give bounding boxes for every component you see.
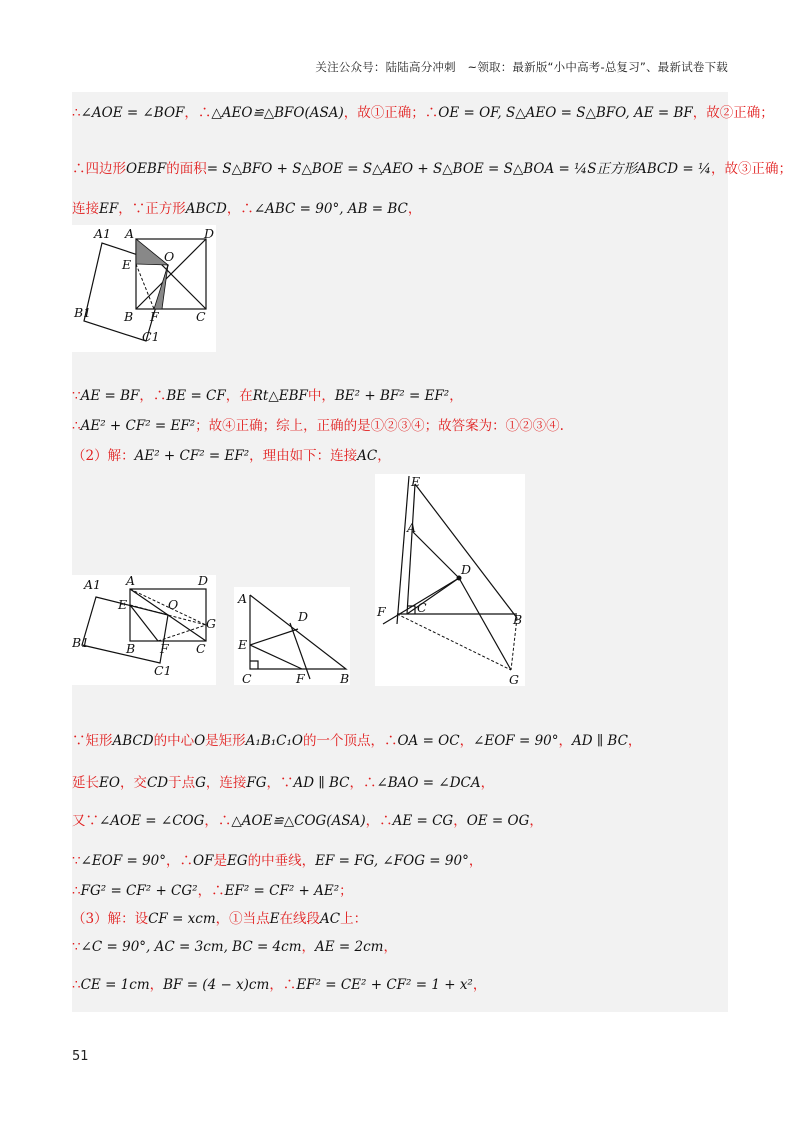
svg-text:F: F — [160, 641, 169, 656]
svg-text:C: C — [417, 600, 427, 615]
svg-text:F: F — [377, 604, 386, 619]
svg-text:A1: A1 — [94, 226, 111, 241]
svg-text:D: D — [298, 609, 309, 624]
solution-line-1: ∴∠AOE = ∠BOF，∴△AEO≌△BFO(ASA)，故①正确；∴OE = OF, S△AEO = S△BFO, AE = BF，故②正确； — [72, 105, 774, 121]
svg-text:F: F — [150, 309, 159, 324]
svg-text:O: O — [164, 249, 175, 264]
svg-text:B: B — [124, 309, 134, 324]
svg-text:A1: A1 — [84, 577, 101, 592]
svg-text:B1: B1 — [74, 305, 92, 320]
svg-text:B1: B1 — [72, 635, 90, 650]
figure-right-triangle — [234, 587, 350, 685]
page-number: 51 — [72, 1049, 89, 1064]
svg-text:O: O — [168, 597, 179, 612]
svg-text:G: G — [206, 616, 216, 631]
solution-line-2: ∴四边形OEBF的面积= S△BFO + S△BOE = S△AEO + S△BOE = S△BOA = ¼S正方形ABCD = ¼，故③正确； — [72, 161, 793, 177]
svg-text:E: E — [238, 637, 248, 652]
svg-text:E: E — [118, 597, 128, 612]
solution-line-14: ∴CE = 1cm，BF = (4 − x)cm，∴EF² = CE² + CF² = 1 + x²， — [72, 977, 487, 993]
page-header: 关注公众号：陆陆高分冲刺 ~领取：最新版“小中高考-总复习”、最新试卷下载 — [315, 60, 728, 74]
solution-line-4: ∵AE = BF，∴BE = CF，在Rt△EBF中，BE² + BF² = EF²， — [72, 388, 463, 404]
svg-text:G: G — [509, 672, 519, 686]
svg-text:E: E — [411, 474, 421, 489]
solution-line-6: （2）解：AE² + CF² = EF²，理由如下：连接AC， — [72, 448, 391, 464]
svg-text:D: D — [204, 226, 215, 241]
svg-text:A: A — [407, 520, 417, 535]
svg-text:A: A — [126, 575, 136, 588]
svg-text:B: B — [126, 641, 136, 656]
solution-line-12: （3）解：设CF = xcm，①当点E在线段AC上： — [72, 911, 368, 927]
svg-text:F: F — [296, 671, 305, 685]
svg-text:D: D — [198, 575, 209, 588]
svg-text:A: A — [125, 226, 135, 241]
svg-text:C1: C1 — [154, 663, 172, 678]
solution-line-11: ∴FG² = CF² + CG²，∴EF² = CF² + AE²； — [72, 883, 353, 899]
svg-text:C: C — [242, 671, 252, 685]
solution-line-13: ∵∠C = 90°, AC = 3cm, BC = 4cm，AE = 2cm， — [72, 939, 397, 955]
figure-extended-triangle — [375, 474, 525, 686]
solution-line-8: 延长EO，交CD于点G，连接FG，∵AD ∥ BC，∴∠BAO = ∠DCA， — [72, 775, 495, 791]
svg-text:B: B — [513, 612, 523, 627]
svg-text:E: E — [122, 257, 132, 272]
solution-line-10: ∵∠EOF = 90°，∴OF是EG的中垂线，EF = FG, ∠FOG = 90°， — [72, 853, 483, 869]
solution-panel — [72, 92, 793, 1012]
solution-line-9: 又∵∠AOE = ∠COG，∴△AOE≌△COG(ASA)，∴AE = CG，OE = OG， — [72, 813, 543, 829]
svg-text:C: C — [196, 641, 206, 656]
solution-line-3: 连接EF，∵正方形ABCD，∴∠ABC = 90°, AB = BC， — [72, 201, 422, 217]
svg-text:C: C — [196, 309, 206, 324]
figure-square-rotated — [72, 225, 216, 352]
svg-text:B: B — [340, 671, 350, 685]
figure-rectangle-rotated — [72, 575, 216, 685]
svg-text:D: D — [461, 562, 472, 577]
solution-line-5: ∴AE² + CF² = EF²；故④正确；综上，正确的是①②③④；故答案为：①②③④. — [72, 418, 564, 434]
solution-line-7: ∵矩形ABCD的中心O是矩形A₁B₁C₁O的一个顶点，∴OA = OC，∠EOF = 90°，AD ∥ BC， — [72, 733, 642, 749]
svg-text:A: A — [238, 591, 248, 606]
svg-text:C1: C1 — [142, 329, 160, 344]
